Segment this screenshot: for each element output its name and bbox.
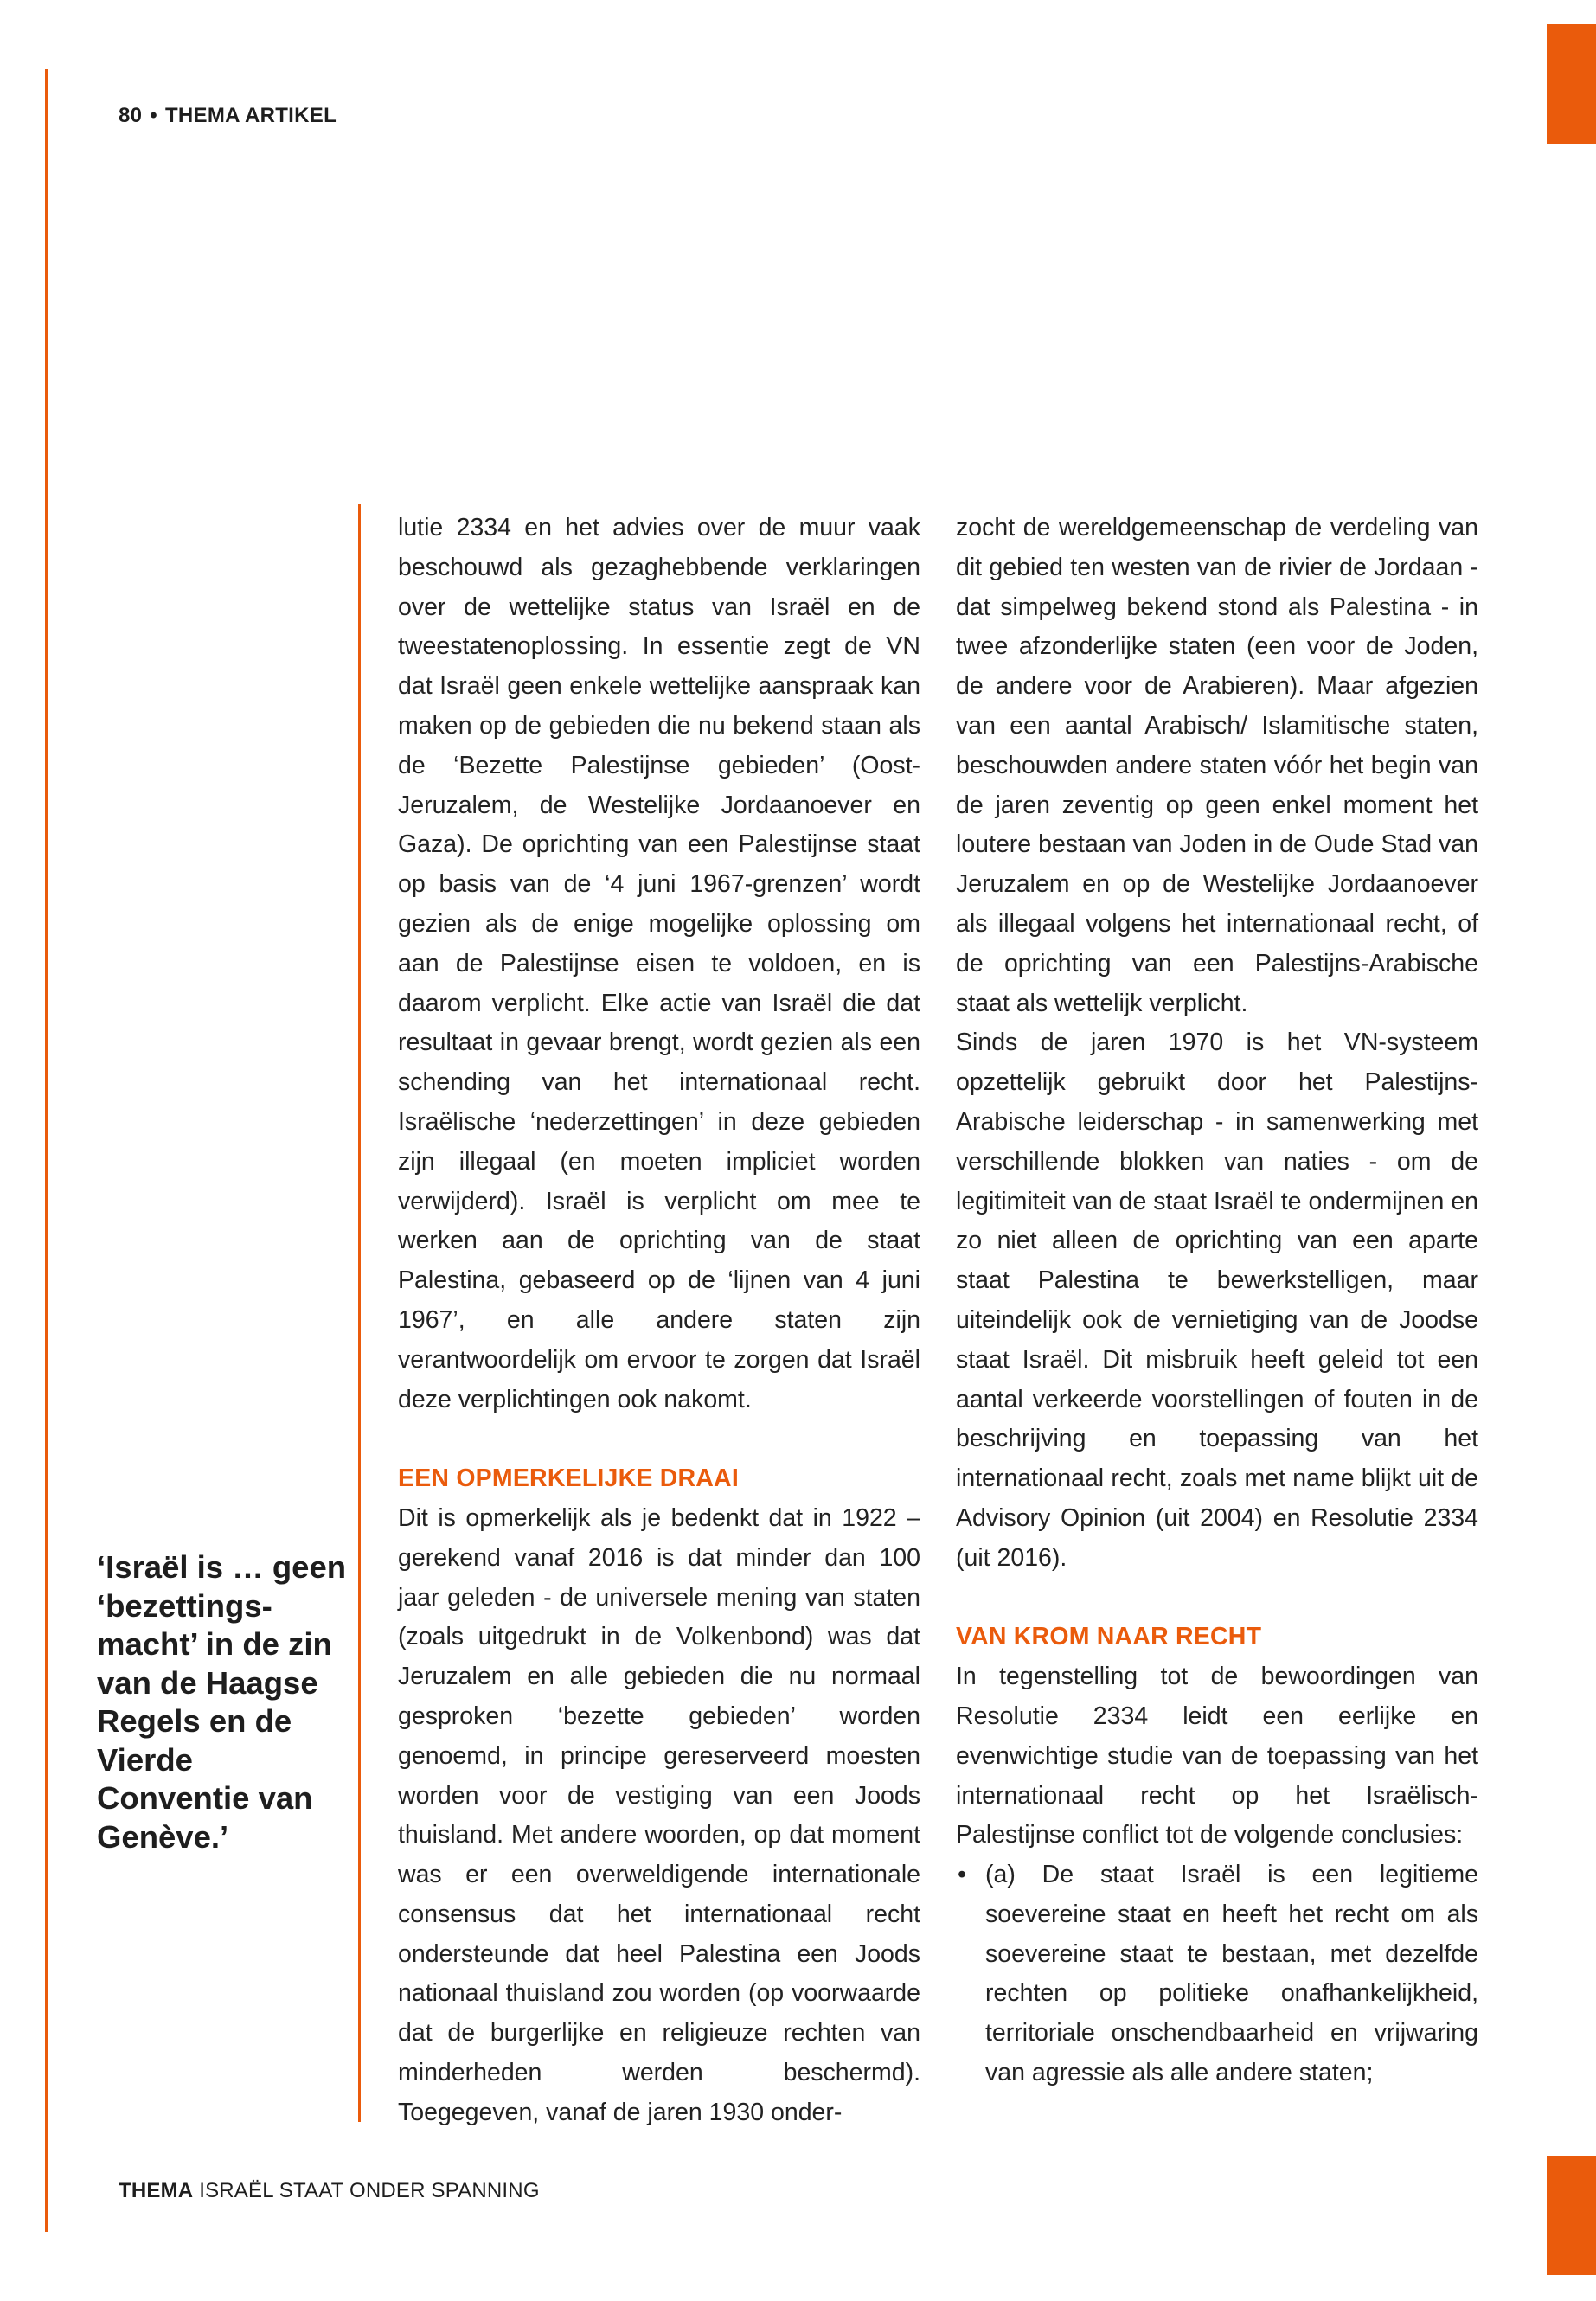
section-heading: VAN KROM NAAR RECHT <box>956 1623 1262 1651</box>
header-separator: • <box>150 104 157 127</box>
paragraph: Sinds de jaren 1970 is het VN-systeem opzettelijk gebruikt door het Palestijns-Arabische leiderschap - in samenwerking met verschillende blokken van naties - om de legitimiteit van de staat Israël te ondermijnen en zo niet alleen de oprichting van een aparte staat Palestina te bewerkstelligen, maar uiteindelijk ook de vernietiging van de Joodse staat Israël. Dit misbruik heeft geleid tot een aantal verkeerde voorstellingen of fouten in de beschrijving en toepassing van het internationaal recht, zoals met name blijkt uit de Advisory Opinion (uit 2004) en Resolutie 2334 (uit 2016). <box>956 1029 1478 1572</box>
paragraph-spacer <box>956 1579 1478 1618</box>
paragraph-spacer <box>398 1420 920 1459</box>
text-column-left <box>398 509 920 2133</box>
section-heading: EEN OPMERKELIJKE DRAAI <box>398 1465 739 1493</box>
column-divider-rule <box>358 504 361 2122</box>
section-label: THEMA ARTIKEL <box>164 104 337 127</box>
running-header <box>119 104 337 128</box>
orange-edge-tab-bottom <box>1547 2156 1596 2275</box>
page-number: 80 <box>119 104 143 127</box>
left-vertical-rule <box>45 69 48 2232</box>
paragraph: zocht de wereldgemeenschap de verdeling van dit gebied ten westen van de rivier de Jordaan - dat simpelweg bekend stond als Palestina - in twee afzonderlijke staten (een voor de Joden, de andere voor de Arabieren). Maar afgezien van een aantal Arabisch/ Islamitische staten, beschouwden andere staten vóór het begin van de jaren zeventig op geen enkel moment het loutere bestaan van Joden in de Oude Stad van Jeruzalem en op de Westelijke Jordaanoever als illegaal volgens het internationaal recht, of de oprichting van een Palestijns-Arabische staat als wettelijk verplicht. <box>956 514 1478 1017</box>
pull-quote: ‘Israël is … geen ‘bezettings-macht’ in de zin van de Haagse Regels en de Vierde Conventie van Genève.’ <box>97 1549 347 1855</box>
running-footer <box>119 2179 540 2203</box>
paragraph: lutie 2334 en het advies over de muur vaak beschouwd als gezaghebbende verklaringen over de wettelijke status van Israël en de tweestatenoplossing. In essentie zegt de VN dat Israël geen enkele wettelijke aanspraak kan maken op de gebieden die nu bekend staan als de ‘Bezette Palestijnse gebieden’ (Oost-Jeruzalem, de Westelijke Jordaanoever en Gaza). De oprichting van een Palestijnse staat op basis van de ‘4 juni 1967-grenzen’ wordt gezien als de enige mogelijke oplossing om aan de Palestijnse eisen te voldoen, en is daarom verplicht. Elke actie van Israël die dat resultaat in gevaar brengt, wordt gezien als een schending van het internationaal recht. Israëlische ‘nederzettingen’ in deze gebieden zijn illegaal (en moeten impliciet worden verwijderd). Israël is verplicht om mee te werken aan de oprichting van de staat Palestina, gebaseerd op de ‘lijnen van 4 juni 1967’, en alle andere staten zijn verantwoordelijk om ervoor te zorgen dat Israël deze verplichtingen ook nakomt. <box>398 514 920 1413</box>
footer-brand: THEMA <box>119 2179 194 2202</box>
paragraph: In tegenstelling tot de bewoordingen van Resolutie 2334 leidt een eerlijke en evenwichtige studie van de toepassing van het internationaal recht op het Israëlisch-Palestijnse conflict tot de volgende conclusies: <box>956 1663 1478 1849</box>
footer-title: ISRAËL STAAT ONDER SPANNING <box>199 2179 540 2202</box>
list-item: • (a) De staat Israël is een legitieme soevereine staat en heeft het recht om als soevereine staat te bestaan, met dezelfde rechten op politieke onafhankelijkheid, territoriale onschendbaarheid en vrijwaring van agressie als alle andere staten; <box>956 1856 1478 2093</box>
conclusion-list <box>956 1856 1478 2093</box>
text-column-right <box>956 509 1478 2093</box>
orange-edge-tab-top <box>1547 24 1596 144</box>
paragraph: Dit is opmerkelijk als je bedenkt dat in 1922 – gerekend vanaf 2016 is dat minder dan 100 jaar geleden - de universele mening van staten (zoals uitgedrukt in de Volkenbond) was dat Jeruzalem en alle gebieden die nu normaal gesproken ‘bezette gebieden’ worden genoemd, in principe gereserveerd moesten worden voor de vestiging van een Joods thuisland. Met andere woorden, op dat moment was er een overweldigende internationale consensus dat het internationaal recht ondersteunde dat heel Palestina een Joods nationaal thuisland zou worden (op voorwaarde dat de burgerlijke en religieuze rechten van minderheden werden beschermd). Toegegeven, vanaf de jaren 1930 onder- <box>398 1503 920 2126</box>
